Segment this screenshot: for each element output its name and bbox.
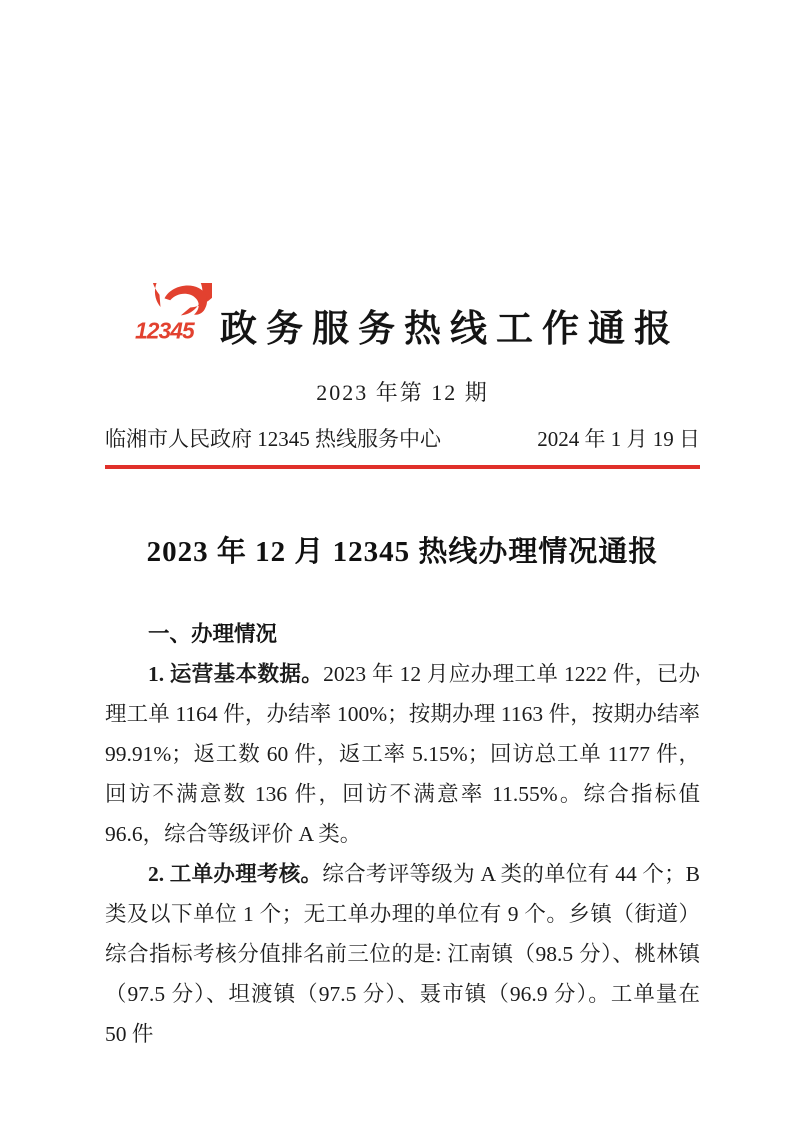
paragraph-text: 综合考评等级为 A 类的单位有 44 个；B 类及以下单位 1 个；无工单办理的单位有 9 个。乡镇（街道）综合指标考核分值排名前三位的是: 江南镇（98.5 分）、桃林镇（97.5 分）、坦渡镇（97.5 分）、聂市镇（96.9 分）。工单量在 50 件 <box>105 862 700 1046</box>
document-title: 2023 年 12 月 12345 热线办理情况通报 <box>146 536 659 568</box>
paragraph-operational-data <box>105 654 700 854</box>
document-body <box>105 614 700 1054</box>
red-divider-rule <box>105 465 700 469</box>
logo-curl-shape <box>165 286 208 315</box>
page-content <box>105 0 700 1054</box>
org-name: 临湘市人民政府 12345 热线服务中心 <box>105 427 441 451</box>
logo-number-text: 12345 <box>135 317 194 344</box>
paragraph-text: 2023 年 12 月应办理工单 1222 件，已办理工单 1164 件，办结率 100%；按期办理 1163 件，按期办结率 99.91%；返工数 60 件，返工率 5.15%；回访总工单 1177 件，回访不满意数 136 件，回访不满意率 11.55%。综合指标值 96.6，综合等级评价 A 类。 <box>105 662 700 846</box>
paragraph-lead: 1. 运营基本数据。 <box>148 662 324 686</box>
paragraph-assessment <box>105 854 700 1054</box>
issue-date: 2024 年 1 月 19 日 <box>537 427 700 451</box>
masthead-title: 政务服务热线工作通报 <box>220 309 680 350</box>
issue-line: 2023 年第 12 期 <box>316 380 489 405</box>
masthead <box>105 283 700 367</box>
section-heading: 一、办理情况 <box>148 622 278 646</box>
paragraph-lead: 2. 工单办理考核。 <box>148 862 323 886</box>
hotline-12345-logo-icon <box>117 283 212 367</box>
org-date-row <box>105 423 700 453</box>
